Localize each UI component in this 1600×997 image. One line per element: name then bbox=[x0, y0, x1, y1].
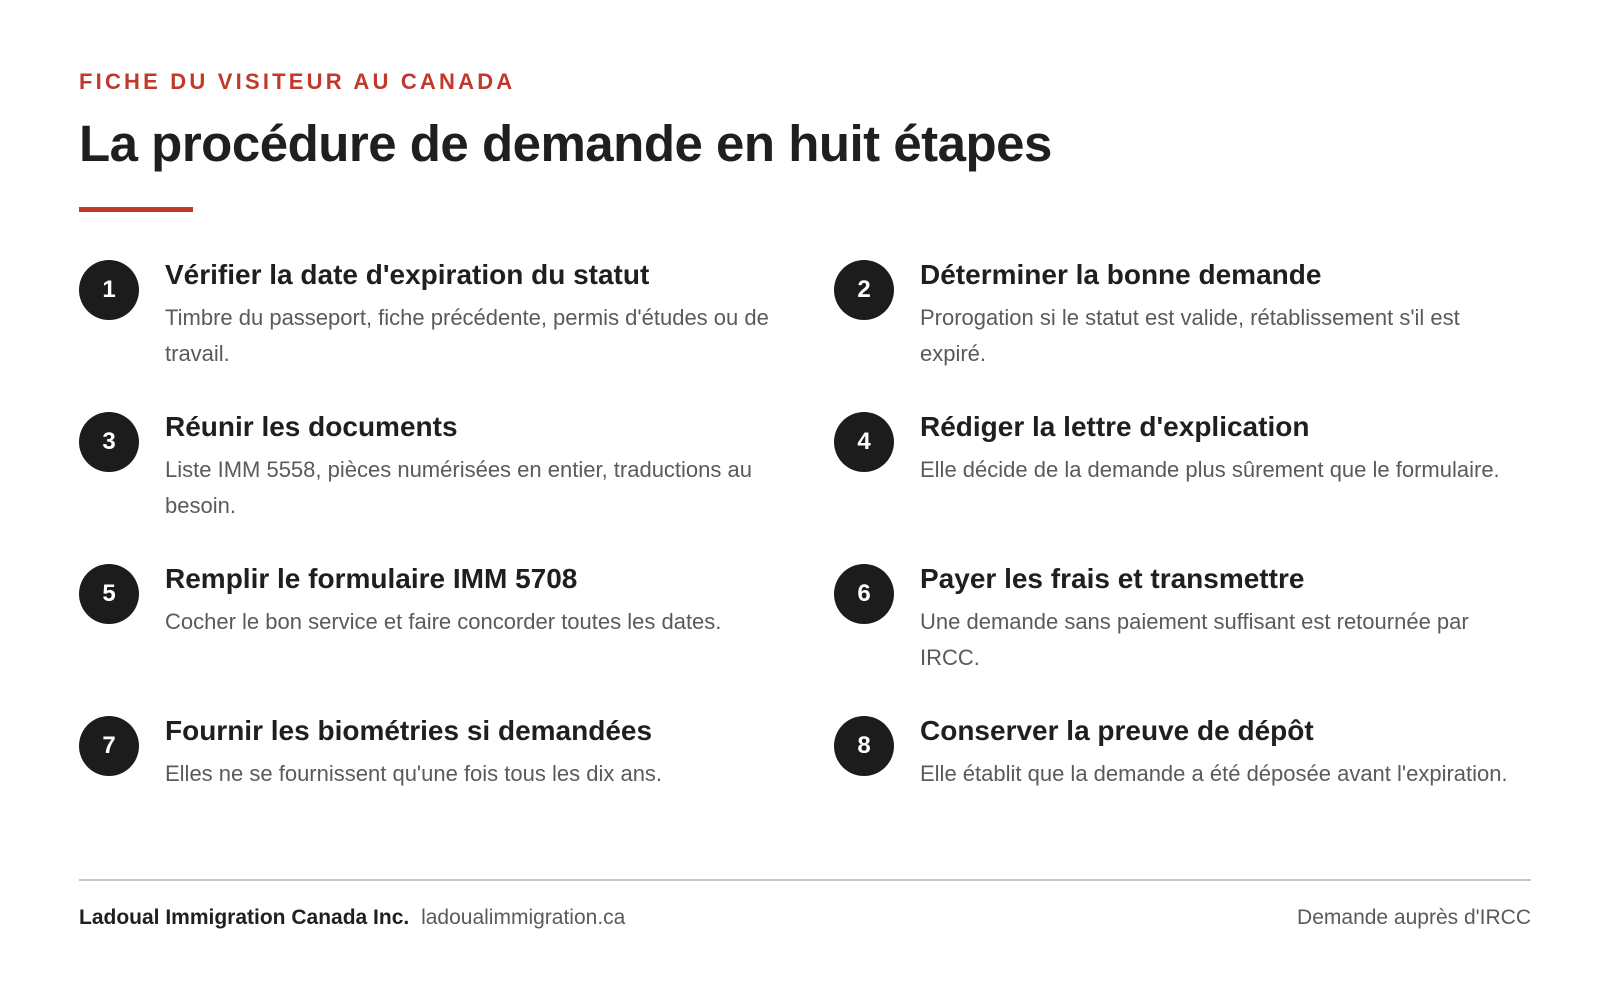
step-description: Elle établit que la demande a été déposée avant l'expiration. bbox=[920, 760, 1508, 786]
step-number-badge: 7 bbox=[79, 716, 139, 776]
footer-company-name: Ladoual Immigration Canada Inc. bbox=[79, 906, 410, 929]
step-number-badge: 4 bbox=[834, 412, 894, 472]
step-body bbox=[920, 562, 1531, 676]
step-2 bbox=[834, 258, 1531, 410]
step-body bbox=[165, 410, 834, 524]
steps-grid bbox=[79, 258, 1531, 866]
page-title: La procédure de demande en huit étapes bbox=[79, 115, 1052, 172]
step-number-badge: 2 bbox=[834, 260, 894, 320]
info-sheet bbox=[79, 0, 1531, 997]
step-description: Elle décide de la demande plus sûrement que le formulaire. bbox=[920, 456, 1500, 482]
step-title: Vérifier la date d'expiration du statut bbox=[165, 259, 650, 290]
step-description: Une demande sans paiement suffisant est retournée par IRCC. bbox=[920, 608, 1469, 670]
step-description: Prorogation si le statut est valide, rétablissement s'il est expiré. bbox=[920, 304, 1460, 366]
step-5 bbox=[79, 562, 834, 714]
step-6 bbox=[834, 562, 1531, 714]
step-description: Liste IMM 5558, pièces numérisées en entier, traductions au besoin. bbox=[165, 456, 752, 518]
step-8 bbox=[834, 714, 1531, 866]
accent-divider bbox=[79, 207, 193, 212]
step-number-badge: 6 bbox=[834, 564, 894, 624]
step-description: Timbre du passeport, fiche précédente, permis d'études ou de travail. bbox=[165, 304, 769, 366]
step-title: Payer les frais et transmettre bbox=[920, 563, 1305, 594]
step-title: Réunir les documents bbox=[165, 411, 458, 442]
step-number-badge: 3 bbox=[79, 412, 139, 472]
step-number-badge: 8 bbox=[834, 716, 894, 776]
step-body bbox=[920, 410, 1531, 488]
step-body bbox=[920, 714, 1531, 792]
footer-note: Demande auprès d'IRCC bbox=[1297, 906, 1531, 929]
footer-brand bbox=[79, 906, 625, 930]
step-description: Elles ne se fournissent qu'une fois tous les dix ans. bbox=[165, 760, 663, 786]
footer-divider bbox=[79, 879, 1531, 881]
step-body bbox=[165, 562, 834, 640]
step-4 bbox=[834, 410, 1531, 562]
step-number-badge: 5 bbox=[79, 564, 139, 624]
step-body bbox=[920, 258, 1531, 372]
step-body bbox=[165, 258, 834, 372]
step-3 bbox=[79, 410, 834, 562]
step-description: Cocher le bon service et faire concorder toutes les dates. bbox=[165, 608, 722, 634]
step-title: Rédiger la lettre d'explication bbox=[920, 411, 1310, 442]
footer-website-link[interactable]: ladoualimmigration.ca bbox=[421, 906, 626, 929]
step-number-badge: 1 bbox=[79, 260, 139, 320]
step-7 bbox=[79, 714, 834, 866]
footer bbox=[79, 906, 1531, 930]
sheet-kicker: FICHE DU VISITEUR AU CANADA bbox=[79, 69, 516, 94]
step-title: Remplir le formulaire IMM 5708 bbox=[165, 563, 578, 594]
step-title: Conserver la preuve de dépôt bbox=[920, 715, 1314, 746]
step-body bbox=[165, 714, 834, 792]
step-1 bbox=[79, 258, 834, 410]
step-title: Déterminer la bonne demande bbox=[920, 259, 1322, 290]
step-title: Fournir les biométries si demandées bbox=[165, 715, 653, 746]
